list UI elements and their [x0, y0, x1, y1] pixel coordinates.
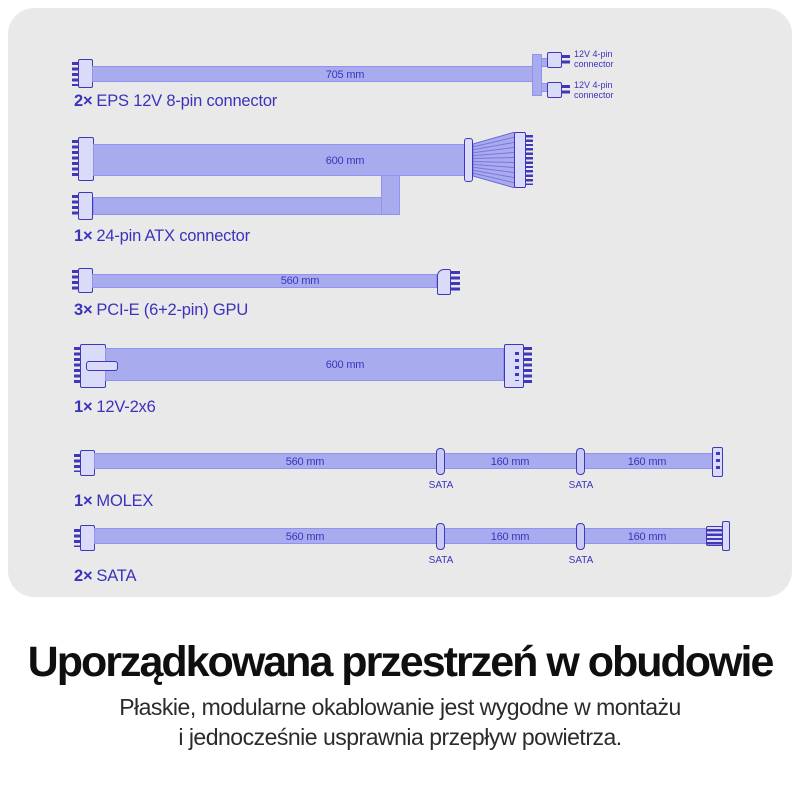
row-qty: 3×	[74, 301, 93, 319]
sata-inline-connector-icon	[576, 523, 585, 550]
branch-label: 12V 4-pin connector	[574, 49, 614, 69]
atx-psu-connector-icon	[78, 137, 94, 181]
wire-fan-icon	[473, 132, 515, 188]
12v2x6-gpu-connector-icon	[504, 344, 524, 388]
comb-teeth-icon	[451, 271, 460, 292]
segment-length-label: 560 mm	[285, 531, 325, 543]
segment-length-label: 160 mm	[490, 456, 530, 468]
length-label: 600 mm	[325, 155, 365, 167]
row-qty: 2×	[74, 92, 93, 110]
cable-sleeve-icon	[464, 138, 473, 182]
4pin-connector-icon	[547, 82, 562, 98]
sata-inline-connector-icon	[576, 448, 585, 475]
atx-24pin-connector-icon	[514, 132, 526, 188]
segment-length-label: 160 mm	[627, 456, 667, 468]
4pin-connector-icon	[547, 52, 562, 68]
row-label	[74, 398, 156, 417]
row-label	[74, 301, 248, 320]
cable-band	[93, 144, 466, 176]
atx-secondary-connector-icon	[78, 192, 93, 220]
segment-length-label: 160 mm	[490, 531, 530, 543]
row-name: PCI-E (6+2-pin) GPU	[96, 301, 249, 319]
cable-riser	[381, 175, 400, 215]
tap-label: SATA	[428, 480, 454, 491]
subtitle-line: i jednocześnie usprawnia przepływ powietrza.	[178, 724, 622, 750]
tap-label: SATA	[428, 555, 454, 566]
segment-length-label: 160 mm	[627, 531, 667, 543]
row-name: 12V-2x6	[96, 398, 156, 416]
row-name: EPS 12V 8-pin connector	[96, 92, 278, 110]
sata-inline-connector-icon	[436, 448, 445, 475]
pin-dots-icon	[515, 352, 519, 381]
page-title: Uporządkowana przestrzeń w obudowie	[27, 638, 773, 686]
length-label: 600 mm	[325, 359, 365, 371]
row-label	[74, 567, 136, 586]
pcie-psu-connector-icon	[78, 268, 93, 293]
sata-inline-connector-icon	[436, 523, 445, 550]
row-name: MOLEX	[96, 492, 154, 510]
cable-band	[93, 197, 389, 215]
branch-label: 12V 4-pin connector	[574, 80, 614, 100]
length-label: 705 mm	[325, 69, 365, 81]
row-label	[74, 227, 250, 246]
row-qty: 2×	[74, 567, 93, 585]
length-label: 560 mm	[280, 275, 320, 287]
comb-teeth-icon	[562, 85, 570, 96]
diagram-panel	[8, 8, 792, 597]
row-qty: 1×	[74, 492, 93, 510]
row-name: 24-pin ATX connector	[96, 227, 250, 245]
pcie-gpu-connector-icon	[437, 269, 451, 295]
molex-psu-connector-icon	[80, 450, 95, 476]
row-qty: 1×	[74, 398, 93, 416]
row-label	[74, 492, 153, 511]
eps-psu-connector-icon	[78, 59, 93, 88]
row-name: SATA	[96, 567, 137, 585]
row-label	[74, 92, 277, 111]
segment-length-label: 560 mm	[285, 456, 325, 468]
tap-label: SATA	[568, 555, 594, 566]
sata-psu-connector-icon	[80, 525, 95, 551]
connector-latch-icon	[86, 361, 118, 371]
comb-teeth-icon	[524, 347, 532, 385]
tap-label: SATA	[568, 480, 594, 491]
comb-teeth-icon	[526, 135, 533, 185]
pin-dots-icon	[716, 452, 720, 473]
comb-teeth-icon	[562, 55, 570, 66]
sata-end-connector-icon	[706, 526, 723, 546]
row-qty: 1×	[74, 227, 93, 245]
subtitle-line: Płaskie, modularne okablowanie jest wygodne w montażu	[119, 694, 681, 720]
sata-end-cap-icon	[722, 521, 730, 551]
